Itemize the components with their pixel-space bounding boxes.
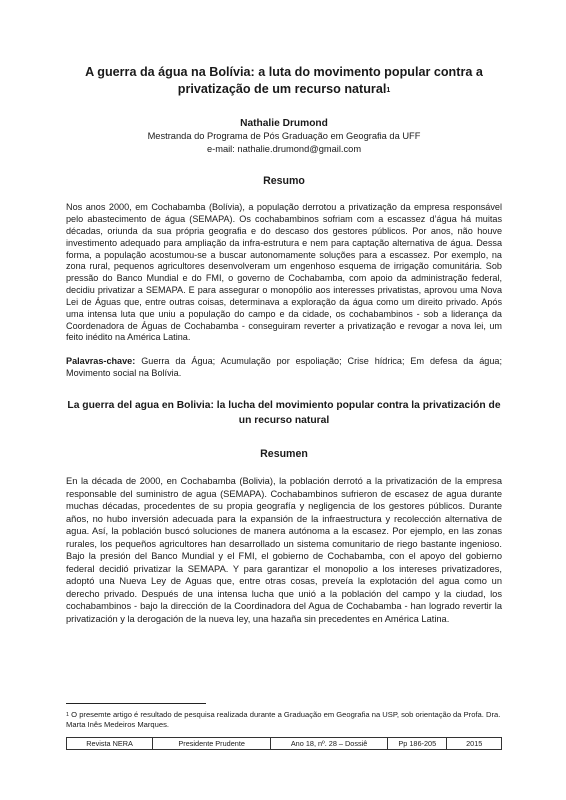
keywords-text: Guerra da Água; Acumulação por espoliação; Crise hídrica; Em defesa da água; Movimento social na Bolívia. [66, 356, 502, 379]
abstract-pt-heading: Resumo [263, 175, 305, 188]
article-title-es: La guerra del agua en Bolivia: la lucha del movimiento popular contra la privatización de un recurso natural [67, 400, 501, 426]
article-title [66, 64, 502, 98]
keywords-pt [66, 356, 502, 380]
footer-pages: Pp 186-205 [387, 738, 446, 749]
page-footer [66, 737, 502, 750]
author-block [66, 117, 502, 155]
author-email: e-mail: nathalie.drumond@gmail.com [206, 143, 362, 154]
article-page [66, 64, 502, 625]
article-title-text: A guerra da água na Bolívia: a luta do movimento popular contra a privatização de um recurso natural [85, 65, 483, 96]
footnote-mark: 1 [66, 712, 70, 718]
footnote [66, 703, 502, 730]
footnote-text [66, 710, 502, 730]
title-footnote-mark[interactable]: 1 [386, 87, 391, 94]
author-affiliation: Mestranda do Programa de Pós Graduação em Geografia da UFF [147, 131, 421, 141]
footer-year: 2015 [446, 738, 502, 749]
footer-city: Presidente Prudente [152, 738, 270, 749]
keywords-label: Palavras-chave: [66, 356, 136, 367]
footer-journal: Revista NERA [66, 738, 152, 749]
abstract-es-text: En la década de 2000, en Cochabamba (Bolivia), la población derrotó a la privatización de la empresa responsable del suministro de agua (SEMAPA). Cochabambinos sufrieron de escasez de agua durante muchas décadas, procedentes de su propia geografía y negligencia de los gestores públicos. Durante años, no hubo inversión adecuada para la expansión de la infraestructura y recolección alternativa de agua. Así, la población buscó soluciones de manera autónoma a la escasez. Por ejemplo, en las zonas rurales, los pequeños agricultores han desarrollado un sistema comunitario de riego bastante ingenioso. Bajo la presión del Banco Mundial y el FMI, el gobierno de Cochabamba, con el apoyo del gobierno federal decidió privatizar la SEMAPA. Y para garantizar el monopolio a los intereses privatizadores, adoptó una Nueva Ley de Aguas que, entre otras cosas, preveía la explotación del agua como un derecho privado. Después de una intensa lucha que unió a la población del campo y la ciudad, los cochabambinos - bajo la dirección de la Coordinadora del Agua de Cochabamba - han logrado revertir la privatización y la derogación de la nueva ley, una hazaña sin precedentes en América Latina. [66, 476, 502, 624]
author-name: Nathalie Drumond [240, 118, 328, 129]
footnote-rule [66, 703, 206, 704]
footnote-body: O presemte artigo é resultado de pesquisa realizada durante a Graduação em Geografia na USP, sob orientação da Profa. Dra. Marta Inês Medeiros Marques. [66, 710, 501, 730]
abstract-pt-text: Nos anos 2000, em Cochabamba (Bolívia), a população derrotou a privatização da empresa responsável pelo abastecimento de água (SEMAPA). Os cochabambinos sofriam com a escassez d’água há muitas décadas, oriunda da sua própria geografia e do descaso dos gestores públicos. Por anos, não houve investimento adequado para ampliação da infra-estrutura e nem para captação alternativa de água. Dessa forma, a população acostumou-se a buscar autonomamente soluções para a escassez. Por exemplo, na zona rural, pequenos agricultores desenvolveram um engenhoso esquema de irrigação comunitária. Sob pressão do Banco Mundial e do FMI, o governo de Cochabamba, com apoio da administração federal, decidiu privatizar a SEMAPA. E para assegurar o monopólio aos interesses privatistas, aprovou uma Nova Lei de Águas que, entre outras coisas, determinava a exploração da água como um direito privado. Após uma intensa luta que uniu a população do campo e da cidade, os cochabambinos - sob a liderança da Coordenadora de Águas de Cochabamba - conseguiram reverter a privatização e revogar a nova lei, um feito inédito na América Latina. [66, 202, 502, 343]
abstract-es-heading: Resumen [260, 448, 308, 460]
footer-issue: Ano 18, nº. 28 – Dossiê [270, 738, 387, 749]
